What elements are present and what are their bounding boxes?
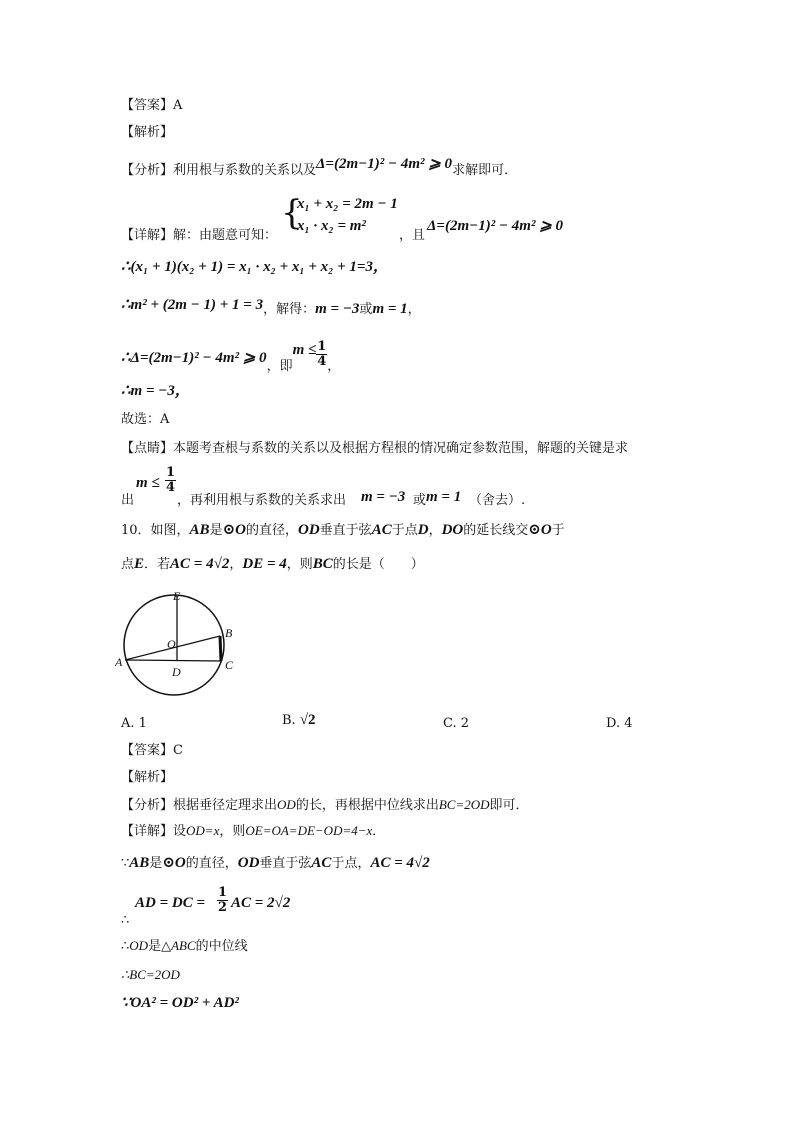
- detail2-od: OD=x: [186, 823, 220, 838]
- dj2-start: 出: [121, 493, 135, 508]
- option-d: [606, 716, 633, 731]
- fenxi-line-1: [121, 156, 518, 178]
- l4-denominator: 2: [218, 900, 228, 916]
- option-b-label: B.: [282, 713, 296, 728]
- dj2-end: （舍去）.: [469, 493, 526, 508]
- l5-abc: ABC: [171, 938, 196, 953]
- l4-expression-left: AD = DC =: [135, 895, 206, 911]
- l5-text-1: 是△: [148, 939, 172, 954]
- option-b: [282, 712, 316, 729]
- q10-d: D: [417, 522, 429, 538]
- answer-line-1: [121, 99, 182, 112]
- answer-value-2: C: [173, 743, 183, 758]
- line5-fraction: [316, 340, 327, 370]
- answer-line-2: [121, 744, 183, 757]
- label-a: A: [115, 655, 123, 669]
- l3-text-1: 是: [149, 856, 163, 871]
- line4-expression: ∴m² + (2m − 1) + 1 = 3: [121, 297, 264, 313]
- detail2-text-1: 设: [173, 824, 187, 839]
- l5-therefore: ∴: [121, 939, 130, 954]
- q10-text-2: 的直径，: [245, 523, 298, 538]
- option-c: [443, 716, 469, 731]
- l6-bc-relation: ∴BC=2OD: [121, 967, 180, 982]
- dj2-fraction: [165, 466, 176, 496]
- q10-l2-start: 点: [121, 557, 135, 572]
- label-d: D: [172, 665, 181, 679]
- q10-l2-text-4: 的长是（ ）: [332, 557, 424, 572]
- label-b: B: [225, 626, 233, 640]
- line-5: [121, 339, 341, 375]
- dianjing-tag: 【点睛】: [121, 441, 174, 456]
- detail2-text-2: ，则: [219, 824, 246, 839]
- l5-od: OD: [129, 938, 149, 953]
- q10-e: E: [134, 556, 145, 572]
- q10-do: DO: [441, 522, 464, 538]
- detail2-oe: OE=OA=DE−OD=4−x: [245, 823, 373, 838]
- detail2-text-3: ．: [372, 824, 386, 839]
- line-2-6: [121, 968, 180, 982]
- q10-number: 10．如图，: [121, 523, 190, 538]
- option-d-label: D.: [606, 716, 621, 731]
- detail-tag: 【详解】: [121, 228, 174, 243]
- fenxi-line-2: [121, 798, 529, 812]
- fenxi-tail: 求解即可．: [452, 163, 518, 178]
- line5-expression: ∴Δ=(2m−1)² − 4m² ⩾ 0: [121, 350, 267, 367]
- analysis-tag-1: 【解析】: [121, 125, 174, 140]
- detail-text: 解：由题意可知：: [173, 228, 278, 243]
- choose-line-1: 故选：A: [121, 412, 170, 427]
- line5-end: ，: [327, 359, 341, 375]
- l4-numerator: 1: [218, 885, 228, 900]
- fenxi2-text-3: 即可．: [489, 798, 529, 813]
- line-2-7: [121, 996, 239, 1011]
- detail-and: ，且: [399, 228, 426, 243]
- line5-m: m ≤: [292, 342, 317, 359]
- detail-line-2: [121, 824, 385, 838]
- l3-circle-o: ⊙O: [162, 855, 186, 871]
- l3-text-2: 的直径，: [185, 856, 238, 871]
- line-6: [121, 384, 190, 399]
- q10-l2-text-3: ，则: [286, 557, 313, 572]
- dj2-solution-1: m = −3: [361, 489, 406, 505]
- analysis-tag-2: 【解析】: [121, 770, 174, 785]
- fenxi2-bc: BC=2OD: [438, 797, 490, 812]
- dianjing-line-1: [121, 442, 628, 455]
- line4-solution-1: m = −3: [315, 301, 360, 317]
- l4-therefore: ∴: [121, 913, 130, 928]
- q10-l2-text-1: ．若: [144, 557, 171, 572]
- label-o: O: [167, 637, 176, 651]
- l4-expression-right: AC = 2√2: [231, 895, 291, 911]
- line4-or: 或: [359, 302, 373, 317]
- fenxi-expression: Δ=(2m−1)² − 4m² ⩾ 0: [316, 156, 453, 172]
- l4-fraction: [217, 886, 228, 916]
- answer-value: A: [173, 98, 183, 113]
- segment-bc: [220, 636, 221, 661]
- l3-because: ∵: [121, 856, 130, 871]
- q10-de-value: DE = 4: [242, 556, 287, 572]
- answer-tag: 【答案】: [121, 98, 174, 113]
- l3-od: OD: [237, 855, 260, 871]
- fenxi2-text-2: 的长，再根据中位线求出: [295, 798, 439, 813]
- line5-denominator: 4: [317, 354, 327, 370]
- circle-figure: [115, 588, 255, 703]
- dj2-denominator: 4: [166, 480, 176, 496]
- system-brace: {: [281, 193, 303, 233]
- q10-ac: AC: [371, 522, 392, 538]
- question10-line-2: [121, 557, 424, 572]
- option-d-value: 4: [624, 716, 633, 731]
- line4-end: ，: [407, 302, 421, 317]
- q10-ac-value: AC = 4√2: [170, 556, 230, 572]
- line5-numerator: 1: [317, 339, 327, 354]
- q10-text-6: 的延长线交: [463, 523, 529, 538]
- q10-text-1: 是: [209, 523, 223, 538]
- detail-expression: Δ=(2m−1)² − 4m² ⩾ 0: [427, 218, 564, 234]
- q10-circle-o-2: ⊙O: [528, 522, 552, 538]
- line-4: [121, 297, 421, 317]
- q10-ab: AB: [189, 522, 210, 538]
- line4-mid: ，解得：: [263, 302, 316, 317]
- detail-tag-2: 【详解】: [121, 824, 174, 839]
- l3-text-3: 垂直于弦: [259, 856, 312, 871]
- chord-ac: [125, 660, 221, 661]
- q10-text-4: 于点: [391, 523, 418, 538]
- dj2-or: 或: [413, 493, 427, 508]
- option-a-value: 1: [138, 716, 147, 731]
- line5-mid: ，即: [266, 359, 293, 375]
- option-c-label: C.: [443, 716, 457, 731]
- answer-tag-2: 【答案】: [121, 743, 174, 758]
- label-c: C: [225, 658, 234, 672]
- option-b-value: √2: [299, 712, 316, 728]
- q10-bc: BC: [312, 556, 333, 572]
- fenxi-tag-2: 【分析】: [121, 798, 174, 813]
- option-c-value: 2: [460, 716, 470, 731]
- product-identity: ∴(x₁ + 1)(x₂ + 1) = x₁ · x₂ + x₁ + x₂ + 1=3，: [121, 259, 388, 275]
- q10-text-7: 于: [551, 523, 565, 538]
- line6-result: ∴m = −3，: [121, 383, 190, 399]
- l5-text-2: 的中位线: [195, 939, 248, 954]
- l3-ac: AC: [311, 855, 332, 871]
- dj2-numerator: 1: [166, 465, 176, 480]
- system-equation-2: x₁ · x₂ = m²: [297, 218, 366, 234]
- option-a: [121, 716, 147, 731]
- q10-circle-o: ⊙O: [222, 522, 246, 538]
- system-equation-1: x₁ + x₂ = 2m − 1: [297, 196, 398, 212]
- line-2-5: [121, 939, 248, 953]
- l3-ab: AB: [129, 855, 150, 871]
- fenxi-text: 利用根与系数的关系以及: [173, 163, 317, 178]
- q10-text-3: 垂直于弦: [319, 523, 372, 538]
- l3-ac-value: AC = 4√2: [370, 855, 430, 871]
- q10-l2-text-2: ，: [229, 557, 243, 572]
- fenxi2-text-1: 根据垂径定理求出: [173, 798, 278, 813]
- q10-text-5: ，: [428, 523, 442, 538]
- fenxi2-od: OD: [277, 797, 296, 812]
- dj2-m: m ≤: [136, 475, 160, 491]
- dj2-solution-2: m = 1: [426, 489, 462, 505]
- fenxi-tag: 【分析】: [121, 163, 174, 178]
- dj2-mid: ，再利用根与系数的关系求出: [177, 493, 347, 508]
- l3-text-4: 于点，: [331, 856, 371, 871]
- line4-solution-2: m = 1: [372, 301, 408, 317]
- label-e: E: [173, 589, 181, 603]
- line-2-3: [121, 856, 430, 871]
- question10-line-1: [121, 523, 565, 538]
- line-3: [121, 260, 388, 275]
- dianjing-text: 本题考查根与系数的关系以及根据方程根的情况确定参数范围，解题的关键是求: [173, 441, 629, 456]
- l7-pythagoras: ∵OA² = OD² + AD²: [121, 995, 239, 1011]
- q10-od: OD: [298, 522, 320, 538]
- option-a-label: A.: [121, 716, 135, 731]
